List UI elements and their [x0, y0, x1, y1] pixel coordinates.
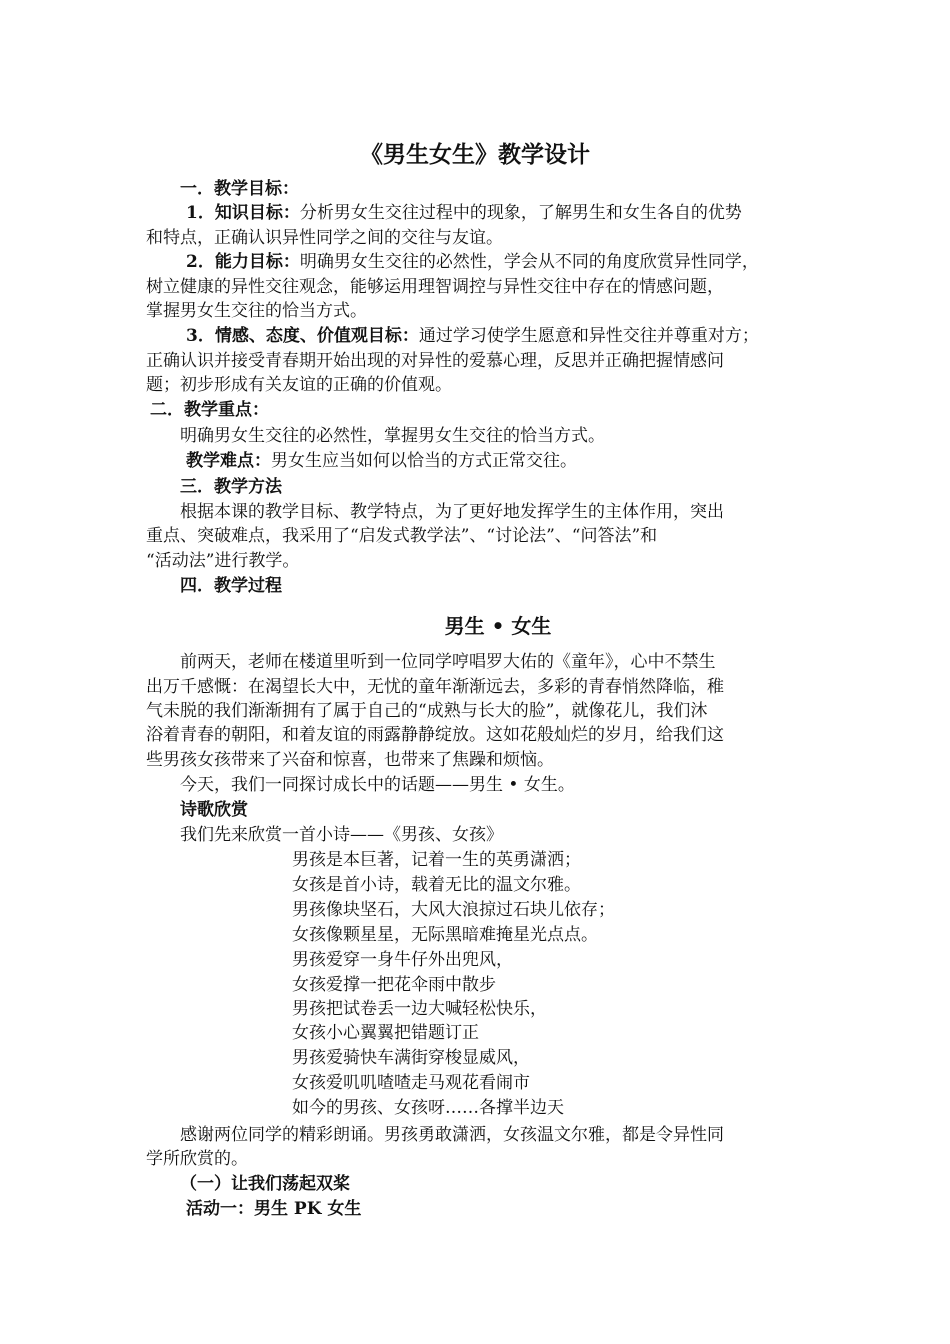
- objective-ability: [186, 250, 759, 274]
- objective-emotion: [186, 324, 759, 348]
- activity-1-heading: 活动一：男生 PK 女生: [186, 1199, 362, 1219]
- paragraph-line: “活动法”进行教学。: [146, 551, 300, 571]
- paragraph-line: 掌握男女生交往的恰当方式。: [146, 301, 367, 321]
- poem-line: 女孩像颗星星，无际黑暗难掩星光点点。: [292, 925, 598, 945]
- paragraph-line: 些男孩女孩带来了兴奋和惊喜，也带来了焦躁和烦恼。: [146, 750, 554, 770]
- section-2-heading: 二．教学重点：: [150, 400, 269, 420]
- paragraph-line: 根据本课的教学目标、教学特点，为了更好地发挥学生的主体作用，突出: [180, 502, 724, 522]
- objective-knowledge: [186, 201, 742, 225]
- poetry-heading: 诗歌欣赏: [180, 800, 248, 820]
- objective-knowledge-label: 1．知识目标：: [186, 203, 300, 223]
- poem-line: 女孩爱撑一把花伞雨中散步: [292, 975, 496, 995]
- subtitle: 男生 • 女生: [444, 614, 552, 638]
- part-1-heading: （一）让我们荡起双桨: [180, 1174, 350, 1194]
- paragraph-line: 通过学习使学生愿意和异性交往并尊重对方；: [418, 326, 759, 346]
- poetry-lead: 我们先来欣赏一首小诗——《男孩、女孩》: [180, 825, 503, 845]
- poem-line: 女孩小心翼翼把错题订正: [292, 1023, 479, 1043]
- poem-line: 如今的男孩、女孩呀……各撑半边天: [292, 1098, 564, 1118]
- paragraph-line: 出万千感慨：在渴望长大中，无忧的童年渐渐远去，多彩的青春悄然降临，稚: [146, 677, 724, 697]
- section-1-heading: 一．教学目标：: [180, 179, 299, 199]
- poem-line: 男孩把试卷丢一边大喊轻松快乐，: [292, 999, 547, 1019]
- paragraph-line: 学所欣赏的。: [146, 1149, 248, 1169]
- paragraph-line: 气未脱的我们渐渐拥有了属于自己的“成熟与长大的脸”，就像花儿，我们沐: [146, 701, 708, 721]
- paragraph-line: 正确认识并接受青春期开始出现的对异性的爱慕心理，反思并正确把握情感问: [146, 351, 724, 371]
- paragraph-line: 分析男女生交往过程中的现象，了解男生和女生各自的优势: [299, 203, 742, 223]
- paragraph-line: 重点、突破难点，我采用了“启发式教学法”、“讨论法”、“问答法”和: [146, 526, 658, 546]
- section-4-heading: 四．教学过程: [180, 576, 282, 596]
- poem-line: 男孩爱骑快车满街穿梭显威风，: [292, 1048, 530, 1068]
- paragraph-line: 题；初步形成有关友谊的正确的价值观。: [146, 375, 452, 395]
- paragraph-line: 树立健康的异性交往观念，能够运用理智调控与异性交往中存在的情感问题，: [146, 277, 724, 297]
- paragraph-line: 浴着青春的朝阳，和着友谊的雨露静静绽放。这如花般灿烂的岁月，给我们这: [146, 725, 724, 745]
- teaching-difficulty: [186, 449, 577, 473]
- paragraph-line: 前两天，老师在楼道里听到一位同学哼唱罗大佑的《童年》，心中不禁生: [180, 652, 716, 672]
- paragraph-line: 和特点，正确认识异性同学之间的交往与友谊。: [146, 228, 503, 248]
- poem-line: 男孩爱穿一身牛仔外出兜风，: [292, 950, 513, 970]
- paragraph-line: 男女生应当如何以恰当的方式正常交往。: [271, 451, 577, 471]
- objective-ability-label: 2．能力目标：: [186, 252, 300, 272]
- paragraph-line: 明确男女生交往的必然性，学会从不同的角度欣赏异性同学，: [299, 252, 759, 272]
- objective-emotion-label: 3．情感、态度、价值观目标：: [186, 326, 419, 346]
- poem-line: 女孩是首小诗，载着无比的温文尔雅。: [292, 875, 581, 895]
- paragraph-line: 感谢两位同学的精彩朗诵。男孩勇敢潇洒，女孩温文尔雅，都是令异性同: [180, 1125, 724, 1145]
- paragraph-line: 明确男女生交往的必然性，掌握男女生交往的恰当方式。: [180, 426, 605, 446]
- paragraph-line: 今天，我们一同探讨成长中的话题——男生 • 女生。: [180, 775, 575, 795]
- document-title: 《男生女生》教学设计: [360, 141, 590, 168]
- poem-line: 男孩是本巨著，记着一生的英勇潇洒；: [292, 850, 581, 870]
- teaching-difficulty-label: 教学难点：: [186, 451, 271, 471]
- poem-line: 男孩像块坚石，大风大浪掠过石块儿依存；: [292, 900, 615, 920]
- section-3-heading: 三．教学方法: [180, 477, 282, 497]
- poem-line: 女孩爱叽叽喳喳走马观花看闹市: [292, 1073, 530, 1093]
